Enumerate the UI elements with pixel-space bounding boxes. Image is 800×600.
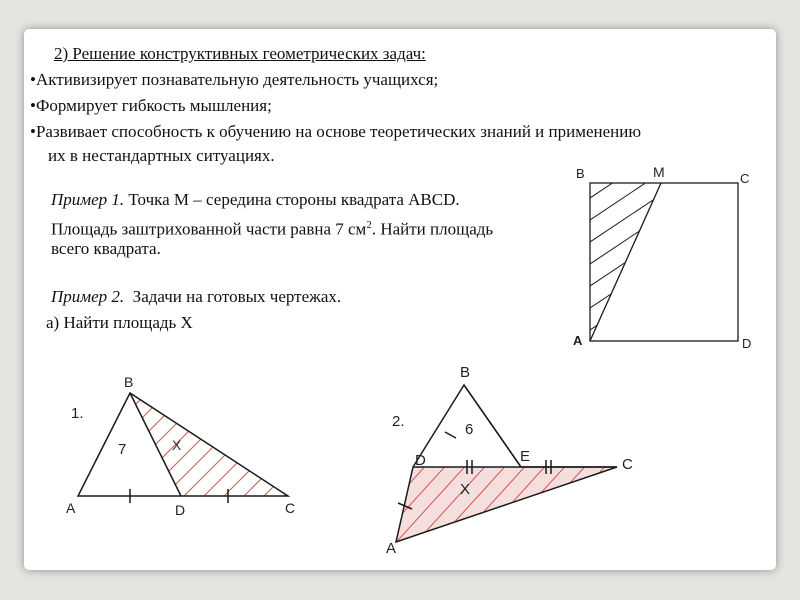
figure1-x-label: X <box>172 437 182 453</box>
example1-superscript: 2 <box>366 219 372 231</box>
square-label-a: A <box>573 333 583 348</box>
square-label-c: C <box>740 171 750 186</box>
example1-label: Пример 1. <box>51 190 125 209</box>
example1-line2-text: Площадь заштрихованной части равна 7 см <box>51 219 367 239</box>
figure2-tick-bd <box>445 432 456 438</box>
figure1-label-c: C <box>285 500 296 516</box>
example1-line3: всего квадрата. <box>51 239 161 258</box>
bullet-3: •Развивает способность к обучению на основе теоретических знаний и применению <box>30 122 642 141</box>
square-outline <box>590 183 738 341</box>
figure2-number: 2. <box>392 413 405 430</box>
figure2-label-a: A <box>386 540 397 557</box>
figure1-number: 1. <box>71 405 84 422</box>
square-label-b: B <box>576 166 585 181</box>
square-label-d: D <box>742 336 752 351</box>
example1-line2-end: . Найти площадь <box>371 219 494 239</box>
figure2-label-e: E <box>520 448 531 465</box>
figure2-six-label: 6 <box>465 421 474 438</box>
slide-heading: 2) Решение конструктивных геометрических задач: <box>54 44 426 63</box>
figure1-triangle <box>78 393 288 496</box>
square-label-m: M <box>653 164 665 180</box>
example1-text: Точка М – середина стороны квадрата АВСD. <box>128 190 460 209</box>
figure1-hatching <box>120 380 400 510</box>
bullet-1: •Активизирует познавательную деятельность учащихся; <box>30 70 439 89</box>
example2-label: Пример 2. <box>51 287 125 306</box>
figure2-x-label: X <box>460 481 471 498</box>
figure2-label-c: C <box>622 456 633 473</box>
example2-text: Задачи на готовых чертежах. <box>132 287 342 306</box>
figure2-label-b: B <box>460 364 471 381</box>
example2-subtask: а) Найти площадь Х <box>46 313 193 332</box>
bullet-3-continuation: их в нестандартных ситуациях. <box>48 146 275 165</box>
figure2-label-d: D <box>415 452 426 469</box>
figure1-label-d: D <box>175 502 186 518</box>
segment-am <box>590 183 661 341</box>
bullet-2: •Формирует гибкость мышления; <box>30 96 272 115</box>
figure1-label-a: A <box>66 500 76 516</box>
figure1-label-b: B <box>124 374 134 390</box>
figure1-area-label: 7 <box>118 441 127 458</box>
